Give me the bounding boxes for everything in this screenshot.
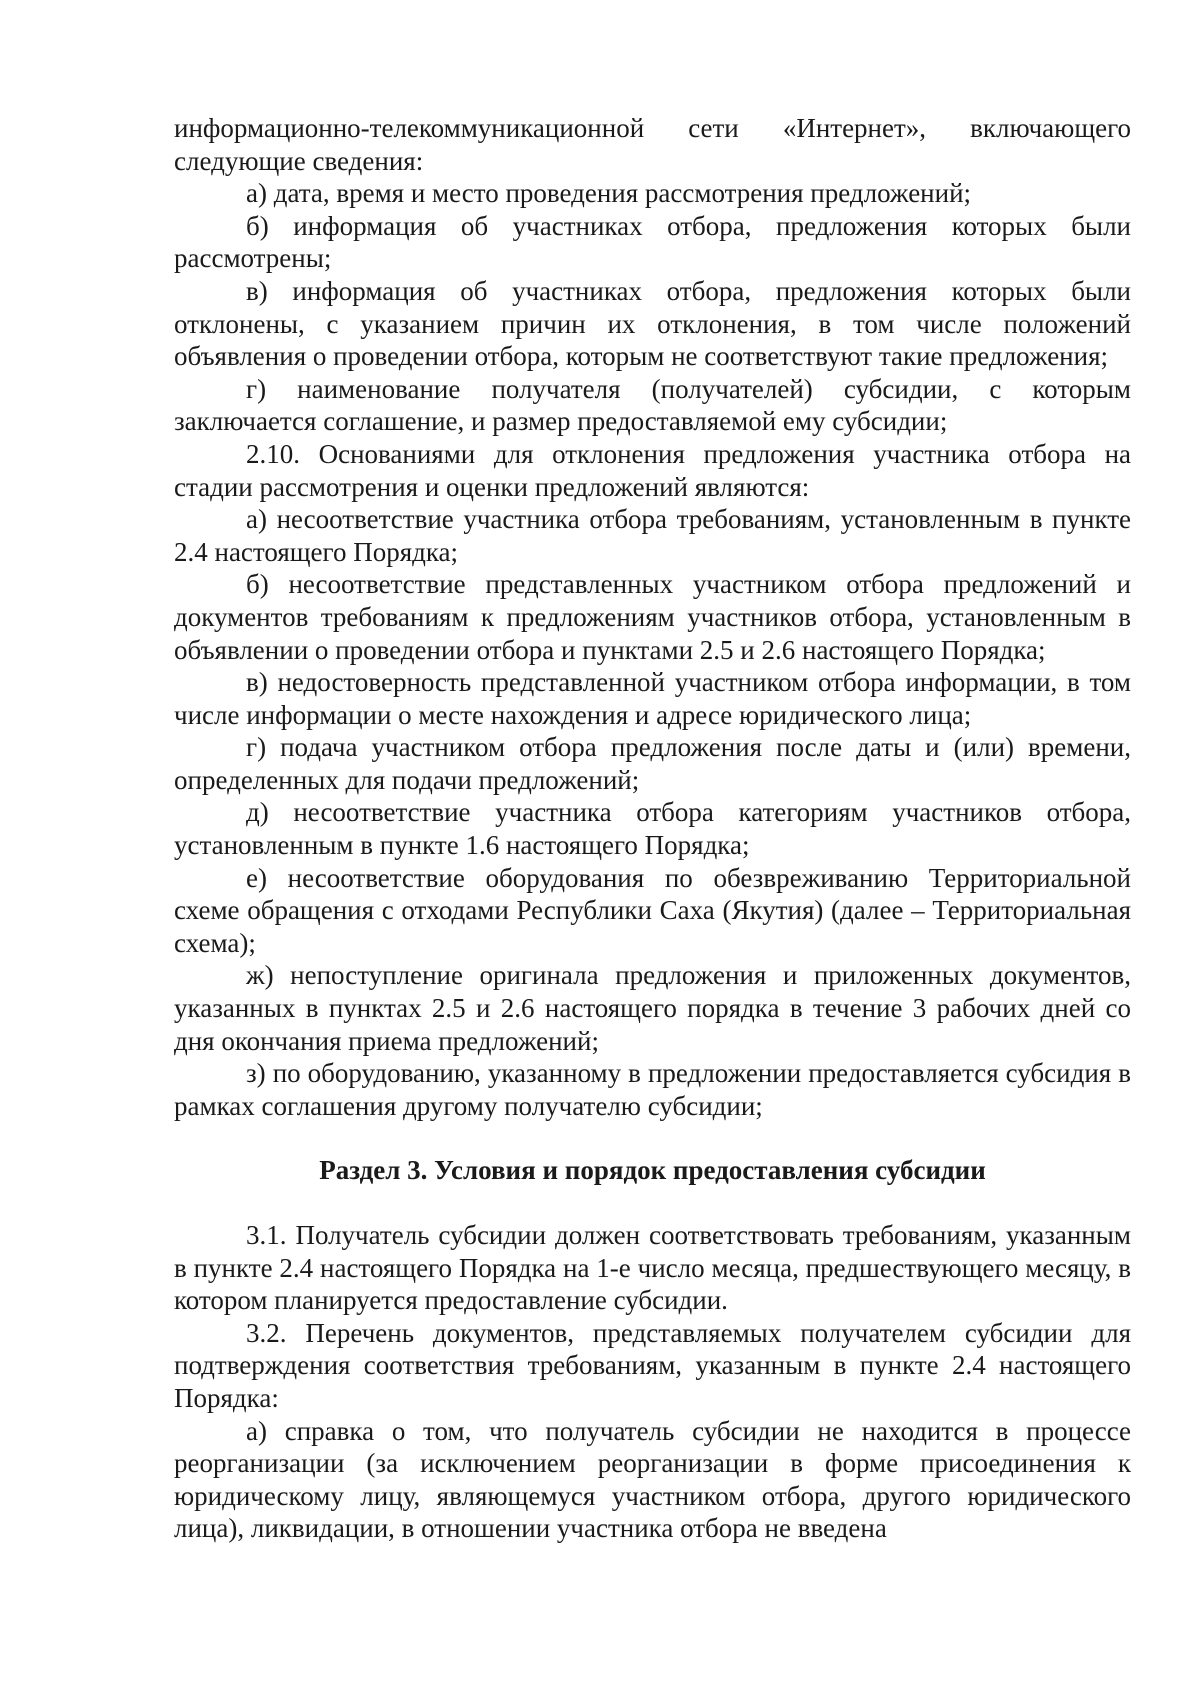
ground-a-requirements-mismatch: а) несоответствие участника отбора требованиям, установленным в пункте 2.4 настоящего Порядка; <box>174 504 1131 567</box>
ground-e-equipment-mismatch: е) несоответствие оборудования по обезвреживанию Территориальной схеме обращения с отходами Республики Саха (Якутия) (далее – Территориальная схема); <box>174 862 1131 958</box>
document-page <box>174 112 1131 1545</box>
list-item-g-recipient-name: г) наименование получателя (получателей) субсидии, с которым заключается соглашение, и размер предоставляемой ему субсидии; <box>174 373 1131 437</box>
list-item-a-date-time-place: а) дата, время и место проведения рассмотрения предложений; <box>246 178 972 209</box>
paragraph-continuation: информационно-телекоммуникационной сети «Интернет», включающего следующие сведения: <box>174 113 1131 176</box>
ground-g-late-submission: г) подача участником отбора предложения после даты и (или) времени, определенных для подачи предложений; <box>174 732 1131 795</box>
ground-d-category-mismatch: д) несоответствие участника отбора категориям участников отбора, установленным в пункте 1.6 настоящего Порядка; <box>174 797 1131 861</box>
list-item-b-reviewed-participants: б) информация об участниках отбора, предложения которых были рассмотрены; <box>174 210 1131 274</box>
clause-3-1: 3.1. Получатель субсидии должен соответствовать требованиям, указанным в пункте 2.4 настоящего Порядка на 1-е число месяца, предшествующего месяцу, в котором планируется предоставление субсидии. <box>174 1220 1131 1316</box>
clause-3-2: 3.2. Перечень документов, представляемых получателем субсидии для подтверждения соответствия требованиям, указанным в пункте 2.4 настоящего Порядка: <box>174 1317 1131 1413</box>
clause-3-2-item-a: а) справка о том, что получатель субсидии не находится в процессе реорганизации (за исключением реорганизации в форме присоединения к юридическому лицу, являющемуся участником отбора, другого юридического лица), ликвидации, в отношении участника отбора не введена <box>174 1415 1131 1544</box>
ground-zh-original-not-received: ж) непоступление оригинала предложения и приложенных документов, указанных в пунктах 2.5 и 2.6 настоящего порядка в течение 3 рабочих дней со дня окончания приема предложений; <box>174 960 1131 1056</box>
ground-b-documents-mismatch: б) несоответствие представленных участником отбора предложений и документов требованиям к предложениям участников отбора, установленным в объявлении о проведении отбора и пунктами 2.5 и 2.6 настоящего Порядка; <box>174 569 1131 665</box>
clause-2-10: 2.10. Основаниями для отклонения предложения участника отбора на стадии рассмотрения и оценки предложений являются: <box>174 438 1131 502</box>
ground-v-unreliable-info: в) недостоверность представленной участником отбора информации, в том числе информации о месте нахождения и адресе юридического лица; <box>174 667 1131 730</box>
ground-z-duplicate-subsidy: з) по оборудованию, указанному в предложении предоставляется субсидия в рамках соглашения другому получателю субсидии; <box>174 1058 1131 1121</box>
section-3-heading: Раздел 3. Условия и порядок предоставления субсидии <box>319 1155 986 1186</box>
list-item-v-rejected-participants: в) информация об участниках отбора, предложения которых были отклонены, с указанием причин их отклонения, в том числе положений объявления о проведении отбора, которым не соответствуют такие предложения; <box>174 275 1131 372</box>
